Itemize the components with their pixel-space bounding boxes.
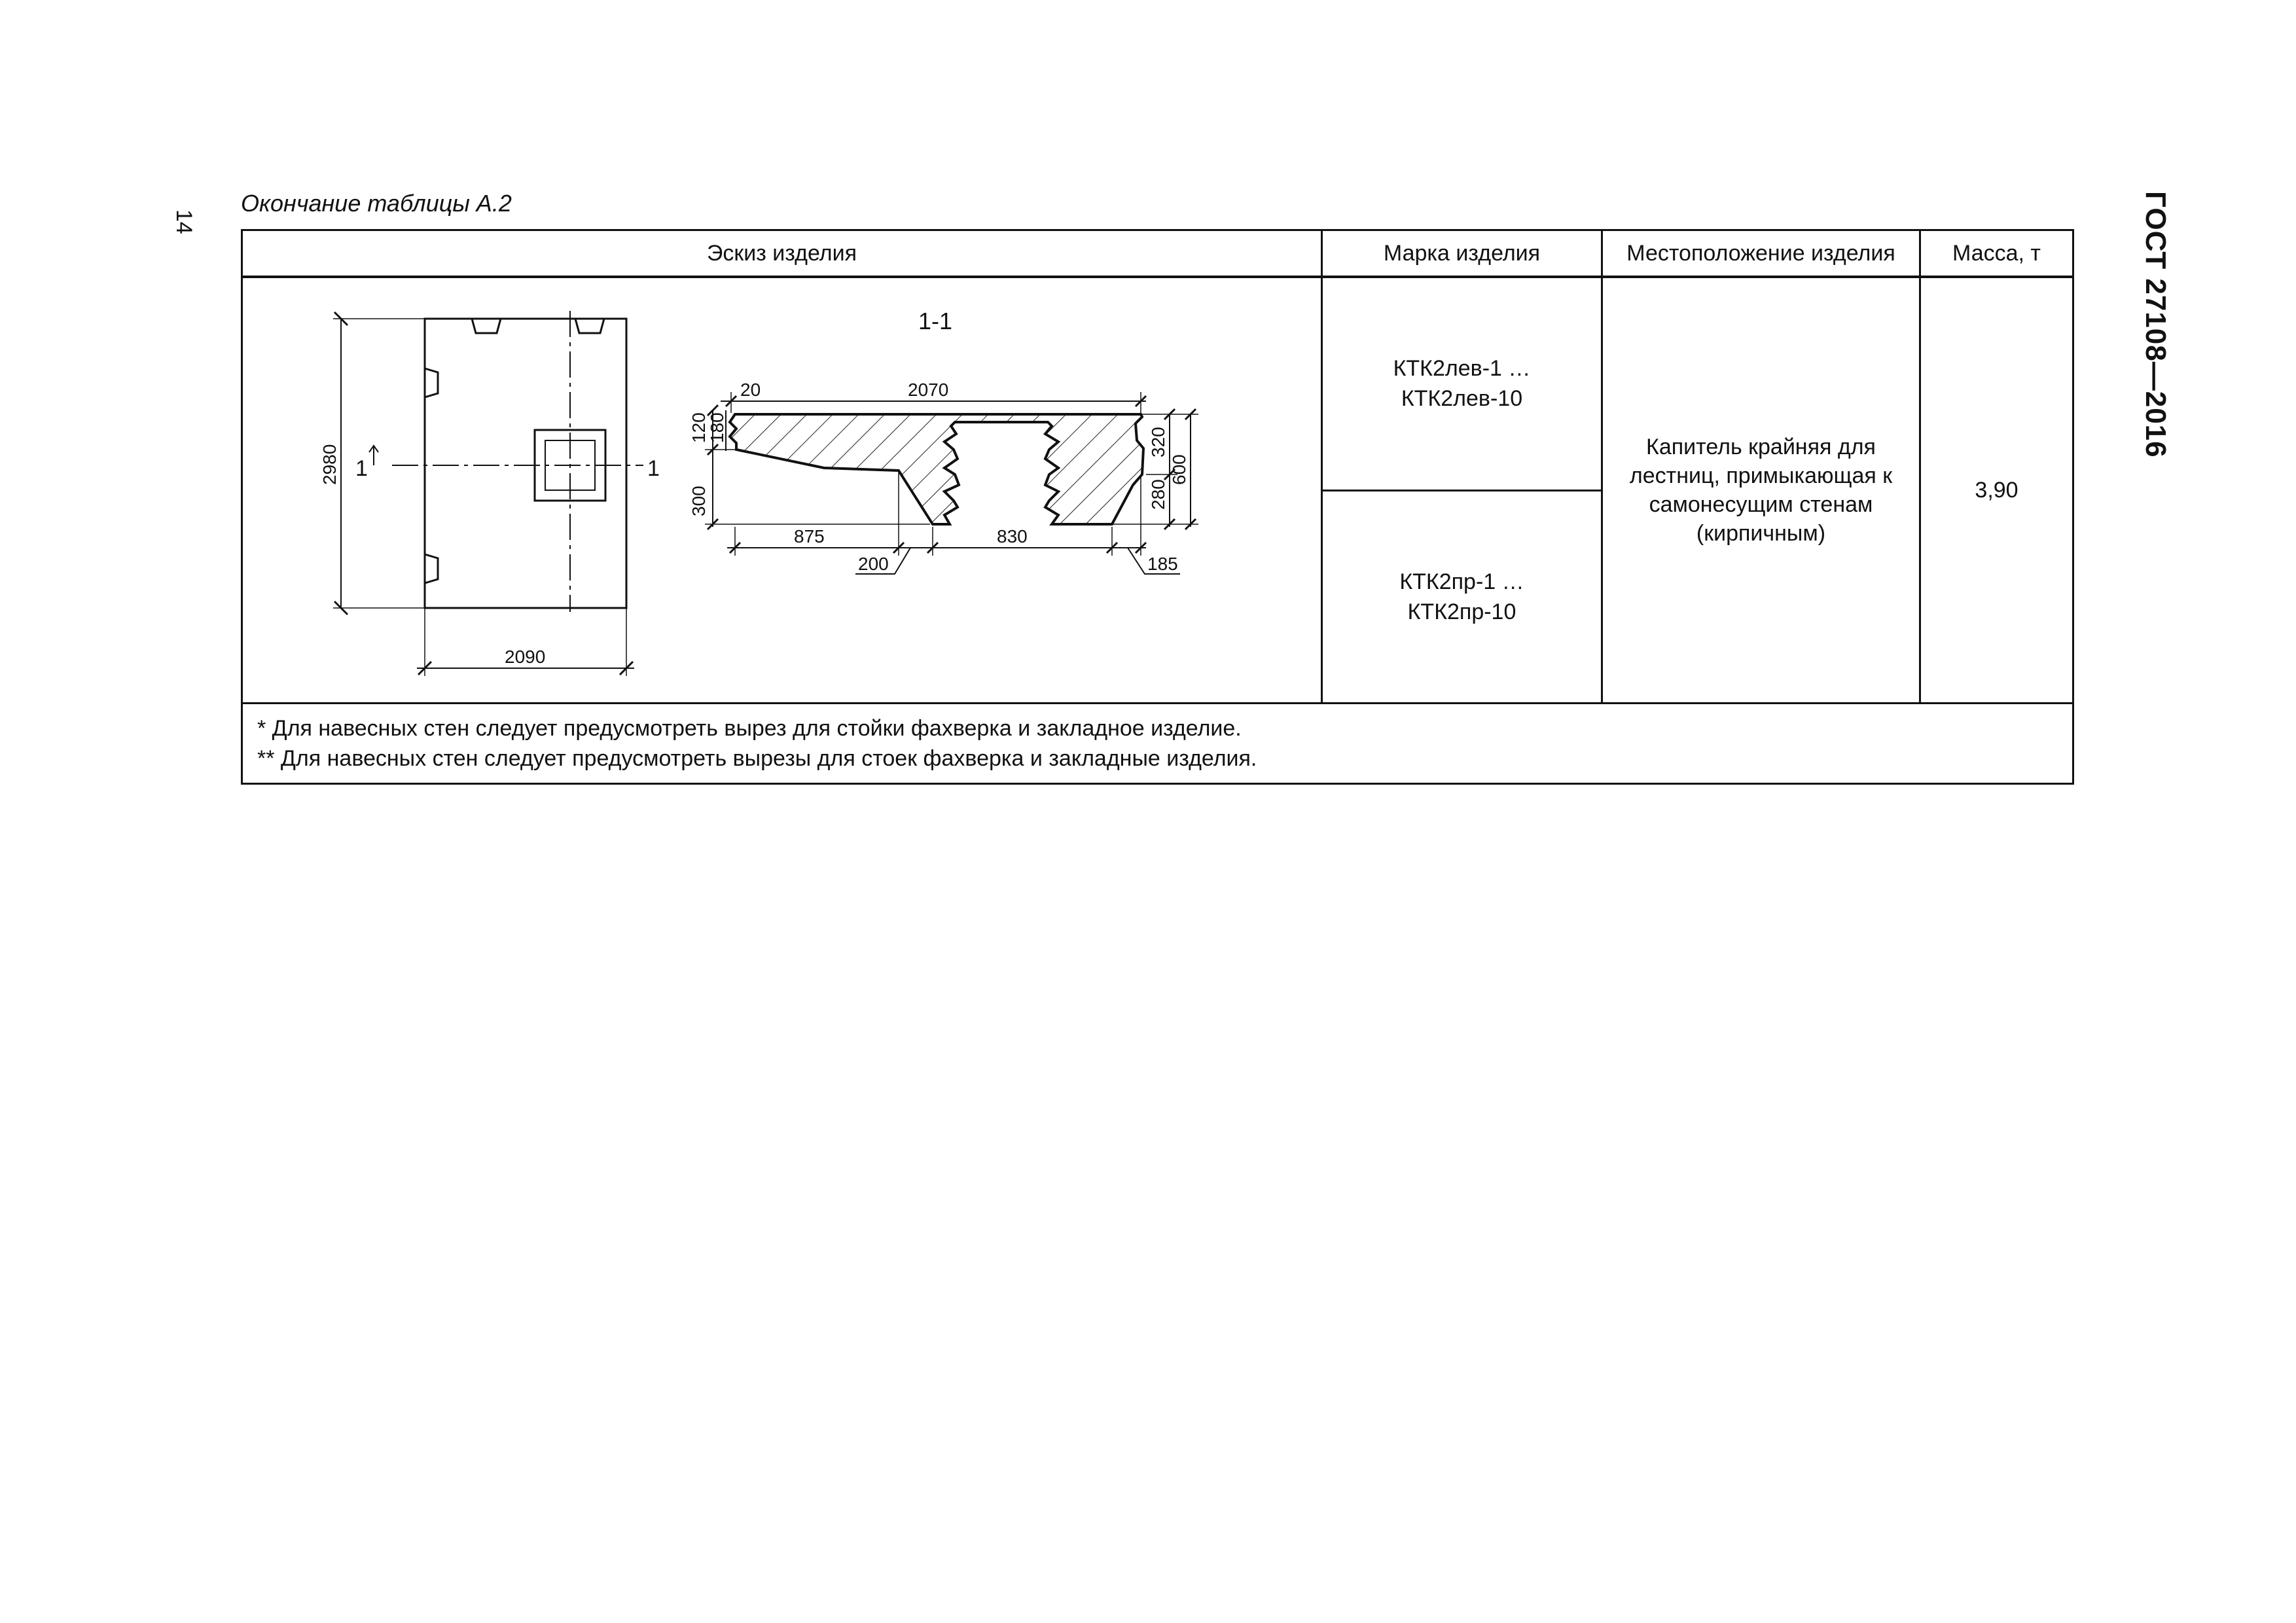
dim-section-280: 280: [1148, 479, 1168, 510]
header-mark: Марка изделия: [1322, 230, 1602, 277]
dim-section-2070: 2070: [908, 380, 949, 400]
table-caption: Окончание таблицы А.2: [241, 190, 512, 217]
left-notch-top: [425, 368, 438, 397]
mark-cell-right: [1322, 490, 1602, 704]
notes-row: [242, 704, 2073, 784]
mark-right-line1: КТК2пр-1 …: [1399, 569, 1524, 594]
section-mark-left: 1: [355, 456, 368, 481]
notes-cell: [242, 704, 2073, 784]
product-sketch: [243, 278, 1323, 702]
dim-section-180: 180: [707, 412, 727, 443]
plan-outline: [425, 319, 626, 608]
header-mass: Масса, т: [1920, 230, 2073, 277]
dim-section-200: 200: [858, 554, 889, 574]
dim-section-320: 320: [1148, 427, 1168, 457]
standard-code: ГОСТ 27108—2016: [2140, 191, 2172, 458]
header-sketch: Эскиз изделия: [242, 230, 1322, 277]
dim-plan-height: 2980: [319, 444, 340, 485]
location-cell: [1602, 277, 1920, 704]
dim-section-20: 20: [740, 380, 761, 400]
header-location: Местоположение изделия: [1602, 230, 1920, 277]
dim-section-120: 120: [689, 412, 709, 443]
top-notch-right: [575, 319, 604, 333]
mark-left-line1: КТК2лев-1 …: [1393, 356, 1531, 382]
left-notch-bottom: [425, 554, 438, 583]
mass-cell: [1920, 277, 2073, 704]
dim-plan-width: 2090: [505, 647, 546, 667]
mark-left-line2: КТК2лев-10: [1401, 386, 1523, 412]
top-notch-left: [472, 319, 501, 333]
section-profile: [730, 414, 1143, 524]
section-arrow-left: [369, 446, 378, 465]
sketch-cell: [242, 277, 1322, 704]
section-mark-right: 1: [647, 456, 660, 481]
dim-section-875: 875: [794, 526, 825, 546]
dim-section-185: 185: [1147, 554, 1178, 574]
dim-section-600: 600: [1169, 454, 1189, 485]
location-text: Капитель крайняя для лестниц, примыкающая к самонесущим стенам (кирпичным): [1629, 435, 1893, 546]
table-row: [242, 277, 2073, 490]
section-view: [689, 308, 1198, 574]
product-table: [241, 229, 2074, 785]
mass-value: 3,90: [1975, 478, 2018, 503]
section-title: 1-1: [918, 308, 953, 334]
dim-section-300: 300: [689, 486, 709, 516]
note-1: * Для навесных стен следует предусмотреть вырез для стойки фахверка и закладное изделие.: [257, 716, 1242, 741]
plan-view: [319, 311, 660, 676]
note-2: ** Для навесных стен следует предусмотреть вырезы для стоек фахверка и закладные изделия.: [257, 746, 1257, 771]
table-header-row: [242, 230, 2073, 277]
mark-right-line2: КТК2пр-10: [1407, 599, 1516, 624]
dim-section-830: 830: [997, 526, 1028, 546]
page-number: 14: [171, 209, 196, 234]
mark-cell-left: [1322, 277, 1602, 490]
